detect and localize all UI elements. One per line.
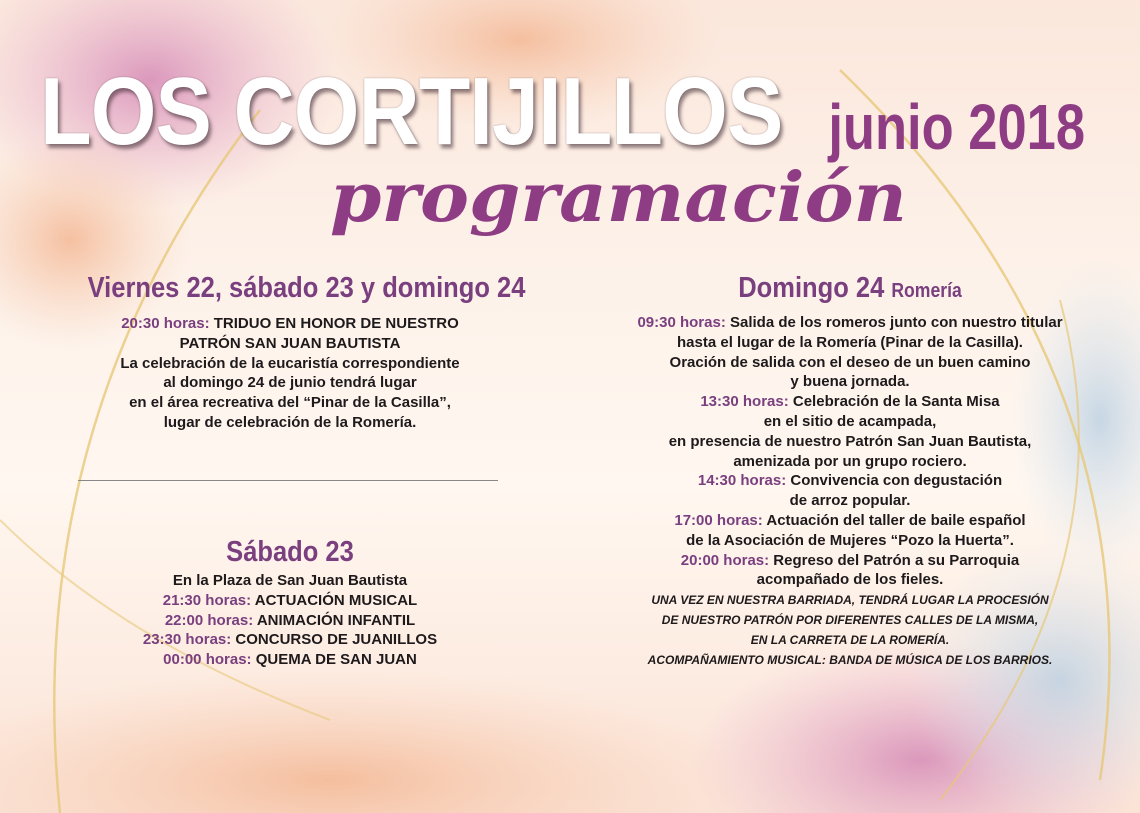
line-text: QUEMA DE SAN JUAN — [251, 651, 417, 669]
schedule-line — [60, 334, 520, 354]
event-date: junio 2018 — [828, 91, 1085, 163]
time-label: 00:00 horas: — [163, 651, 252, 669]
section-sunday-romeria — [580, 270, 1120, 670]
schedule-line — [60, 354, 520, 374]
line-text: Regreso del Patrón a su Parroquia — [769, 551, 1020, 569]
line-text: ACTUACIÓN MUSICAL — [251, 591, 418, 609]
line-text: TRIDUO EN HONOR DE NUESTRO — [209, 315, 459, 332]
line-text: amenizada por un grupo rociero. — [733, 452, 967, 470]
schedule-line — [580, 353, 1120, 373]
time-label: 17:00 horas: — [674, 511, 763, 529]
section-friday-to-sunday — [60, 270, 526, 433]
schedule-line — [580, 570, 1120, 590]
schedule-line — [60, 393, 520, 413]
note-line: UNA VEZ EN NUESTRA BARRIADA, TENDRÁ LUGAR LA PROCESIÓN — [651, 593, 1049, 608]
schedule-line — [60, 650, 520, 670]
schedule-line — [580, 551, 1120, 571]
line-text: En la Plaza de San Juan Bautista — [172, 572, 408, 589]
schedule-line — [60, 413, 520, 433]
line-text: ANIMACIÓN INFANTIL — [253, 611, 416, 629]
schedule-line — [60, 591, 520, 611]
section-tag: Romería — [891, 280, 962, 302]
line-text: Salida de los romeros junto con nuestro titular — [725, 314, 1063, 331]
schedule-line — [580, 491, 1120, 511]
schedule-line — [60, 611, 520, 631]
line-text: y buena jornada. — [790, 373, 910, 391]
schedule-line — [580, 452, 1120, 472]
schedule-line — [580, 333, 1120, 353]
schedule-line — [60, 571, 520, 591]
line-text: Convivencia con degustación — [786, 472, 1003, 490]
note-line: DE NUESTRO PATRÓN POR DIFERENTES CALLES DE LA MISMA, — [661, 613, 1039, 628]
line-text: lugar de celebración de la Romería. — [163, 413, 417, 431]
page-title: LOS CORTIJILLOS — [40, 58, 783, 165]
time-label: 23:30 horas: — [142, 631, 232, 649]
time-label: 20:30 horas: — [121, 315, 210, 332]
schedule-line — [60, 314, 520, 334]
section-title-text: Domingo 24 — [738, 272, 885, 304]
section-saturday — [60, 534, 520, 670]
schedule-line — [580, 432, 1120, 452]
time-label: 20:00 horas: — [680, 551, 770, 569]
schedule-line — [580, 412, 1120, 432]
line-text: CONCURSO DE JUANILLOS — [231, 631, 438, 649]
schedule-line — [60, 630, 520, 650]
line-text: en el área recreativa del “Pinar de la Casilla”, — [129, 394, 451, 412]
line-text: de la Asociación de Mujeres “Pozo la Huerta”. — [686, 531, 1014, 549]
line-text: en el sitio de acampada, — [763, 412, 937, 430]
schedule-line — [580, 392, 1120, 412]
schedule-line — [580, 531, 1120, 551]
line-text: hasta el lugar de la Romería (Pinar de la Casilla). — [677, 333, 1023, 351]
schedule-line — [60, 373, 520, 393]
line-text: al domingo 24 de junio tendrá lugar — [163, 374, 417, 392]
line-text: PATRÓN SAN JUAN BAUTISTA — [179, 334, 401, 352]
section-title: Viernes 22, sábado 23 y domingo 24 — [87, 272, 526, 304]
line-text: Actuación del taller de baile español — [762, 511, 1026, 529]
note-line: ACOMPAÑAMIENTO MUSICAL: BANDA DE MÚSICA DE LOS BARRIOS. — [647, 653, 1053, 668]
line-text: Oración de salida con el deseo de un buen camino — [669, 353, 1031, 371]
time-label: 14:30 horas: — [697, 472, 787, 490]
section-title: Sábado 23 — [226, 536, 354, 568]
schedule-line — [580, 313, 1120, 333]
time-label: 09:30 horas: — [637, 314, 726, 331]
line-text: de arroz popular. — [789, 492, 911, 510]
line-text: en presencia de nuestro Patrón San Juan Bautista, — [668, 432, 1032, 450]
blossom-bottom — [0, 670, 750, 813]
note-line: EN LA CARRETA DE LA ROMERÍA. — [750, 633, 950, 648]
time-label: 22:00 horas: — [164, 611, 254, 629]
line-text: acompañado de los fieles. — [756, 571, 944, 589]
section-title — [612, 270, 1087, 309]
time-label: 21:30 horas: — [162, 591, 252, 609]
schedule-line — [580, 511, 1120, 531]
line-text: Celebración de la Santa Misa — [788, 393, 1000, 411]
time-label: 13:30 horas: — [700, 393, 789, 411]
page-subtitle: programación — [330, 158, 907, 238]
schedule-line — [580, 471, 1120, 491]
section-divider — [78, 480, 498, 481]
line-text: La celebración de la eucaristía correspondiente — [120, 354, 460, 372]
schedule-line — [580, 372, 1120, 392]
